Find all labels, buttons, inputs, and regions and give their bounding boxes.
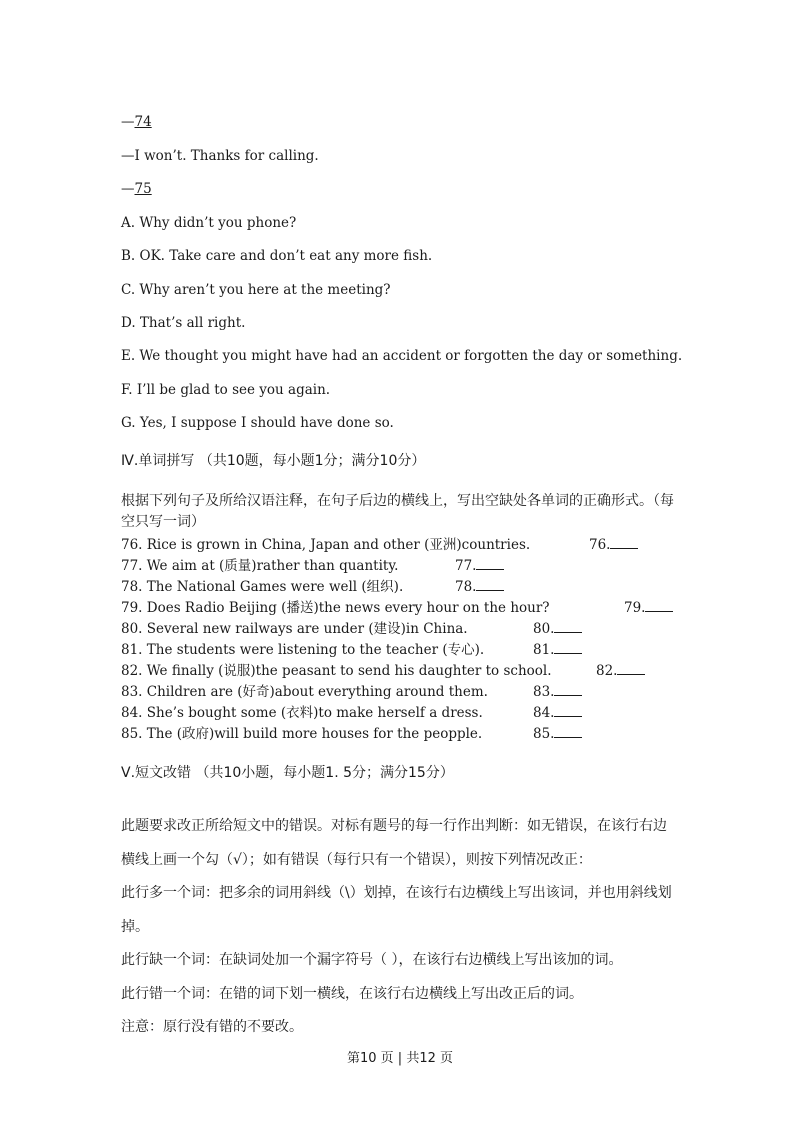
answer-line-76[interactable]: 76. — [589, 536, 638, 554]
question-85: 85. The (政府)will build more houses for the peopple. — [121, 726, 483, 742]
section-5-line-3: 此行多一个词：把多余的词用斜线（\）划掉，在该行右边横线上写出该词，并也用斜线划 — [121, 885, 672, 901]
answer-line-82[interactable]: 82. — [596, 662, 645, 680]
blank-number-74: 74 — [134, 114, 152, 130]
dialogue-line-75 — [121, 180, 152, 198]
question-82: 82. We finally (说服)the peasant to send his daughter to school. — [121, 663, 552, 679]
dialogue-line-reply: —I won’t. Thanks for calling. — [121, 148, 319, 164]
option-c: C. Why aren’t you here at the meeting? — [121, 282, 391, 298]
answer-line-83[interactable]: 83. — [533, 683, 582, 701]
question-79: 79. Does Radio Beijing (播送)the news every hour on the hour? — [121, 600, 550, 616]
question-83: 83. Children are (好奇)about everything around them. — [121, 684, 488, 700]
section-4-heading: Ⅳ.单词拼写 （共10题，每小题1分；满分10分） — [121, 453, 426, 469]
answer-line-80[interactable]: 80. — [533, 620, 582, 638]
dash: — — [121, 181, 135, 197]
answer-line-81[interactable]: 81. — [533, 641, 582, 659]
question-76: 76. Rice is grown in China, Japan and other (亚洲)countries. — [121, 537, 531, 553]
answer-line-79[interactable]: 79. — [624, 599, 673, 617]
question-78: 78. The National Games were well (组织). — [121, 579, 404, 595]
question-77: 77. We aim at (质量)rather than quantity. — [121, 558, 399, 574]
section-5-heading: Ⅴ.短文改错 （共10小题，每小题1. 5分；满分15分） — [121, 765, 454, 781]
answer-line-78[interactable]: 78. — [455, 578, 504, 596]
dialogue-line-74 — [121, 113, 152, 131]
question-84: 84. She’s bought some (衣料)to make herself a dress. — [121, 705, 483, 721]
question-81: 81. The students were listening to the teacher (专心). — [121, 642, 485, 658]
section-5-line-2: 横线上画一个勾（√）；如有错误（每行只有一个错误），则按下列情况改正： — [121, 852, 592, 868]
answer-line-84[interactable]: 84. — [533, 704, 582, 722]
option-g: G. Yes, I suppose I should have done so. — [121, 415, 394, 431]
blank-number-75: 75 — [134, 181, 152, 197]
section-4-instruction-2: 空只写一词） — [121, 514, 205, 530]
option-e: E. We thought you might have had an accident or forgotten the day or something. — [121, 348, 683, 364]
section-5-line-4: 掉。 — [121, 919, 149, 935]
page-footer: 第10 页 | 共12 页 — [347, 1051, 453, 1066]
option-b: B. OK. Take care and don’t eat any more fish. — [121, 248, 433, 264]
option-f: F. I’ll be glad to see you again. — [121, 382, 331, 398]
section-5-line-5: 此行缺一个词：在缺词处加一个漏字符号（ ），在该行右边横线上写出该加的词。 — [121, 952, 623, 968]
section-5-line-7: 注意：原行没有错的不要改。 — [121, 1019, 303, 1035]
answer-line-85[interactable]: 85. — [533, 725, 582, 743]
question-80: 80. Several new railways are under (建设)in China. — [121, 621, 468, 637]
section-5-line-1: 此题要求改正所给短文中的错误。对标有题号的每一行作出判断：如无错误，在该行右边 — [121, 818, 667, 834]
option-a: A. Why didn’t you phone? — [121, 215, 297, 231]
answer-line-77[interactable]: 77. — [455, 557, 504, 575]
dash: — — [121, 114, 135, 130]
section-4-instruction-1: 根据下列句子及所给汉语注释，在句子后边的横线上，写出空缺处各单词的正确形式。（每 — [121, 493, 674, 509]
section-5-line-6: 此行错一个词：在错的词下划一横线，在该行右边横线上写出改正后的词。 — [121, 986, 583, 1002]
option-d: D. That’s all right. — [121, 315, 246, 331]
